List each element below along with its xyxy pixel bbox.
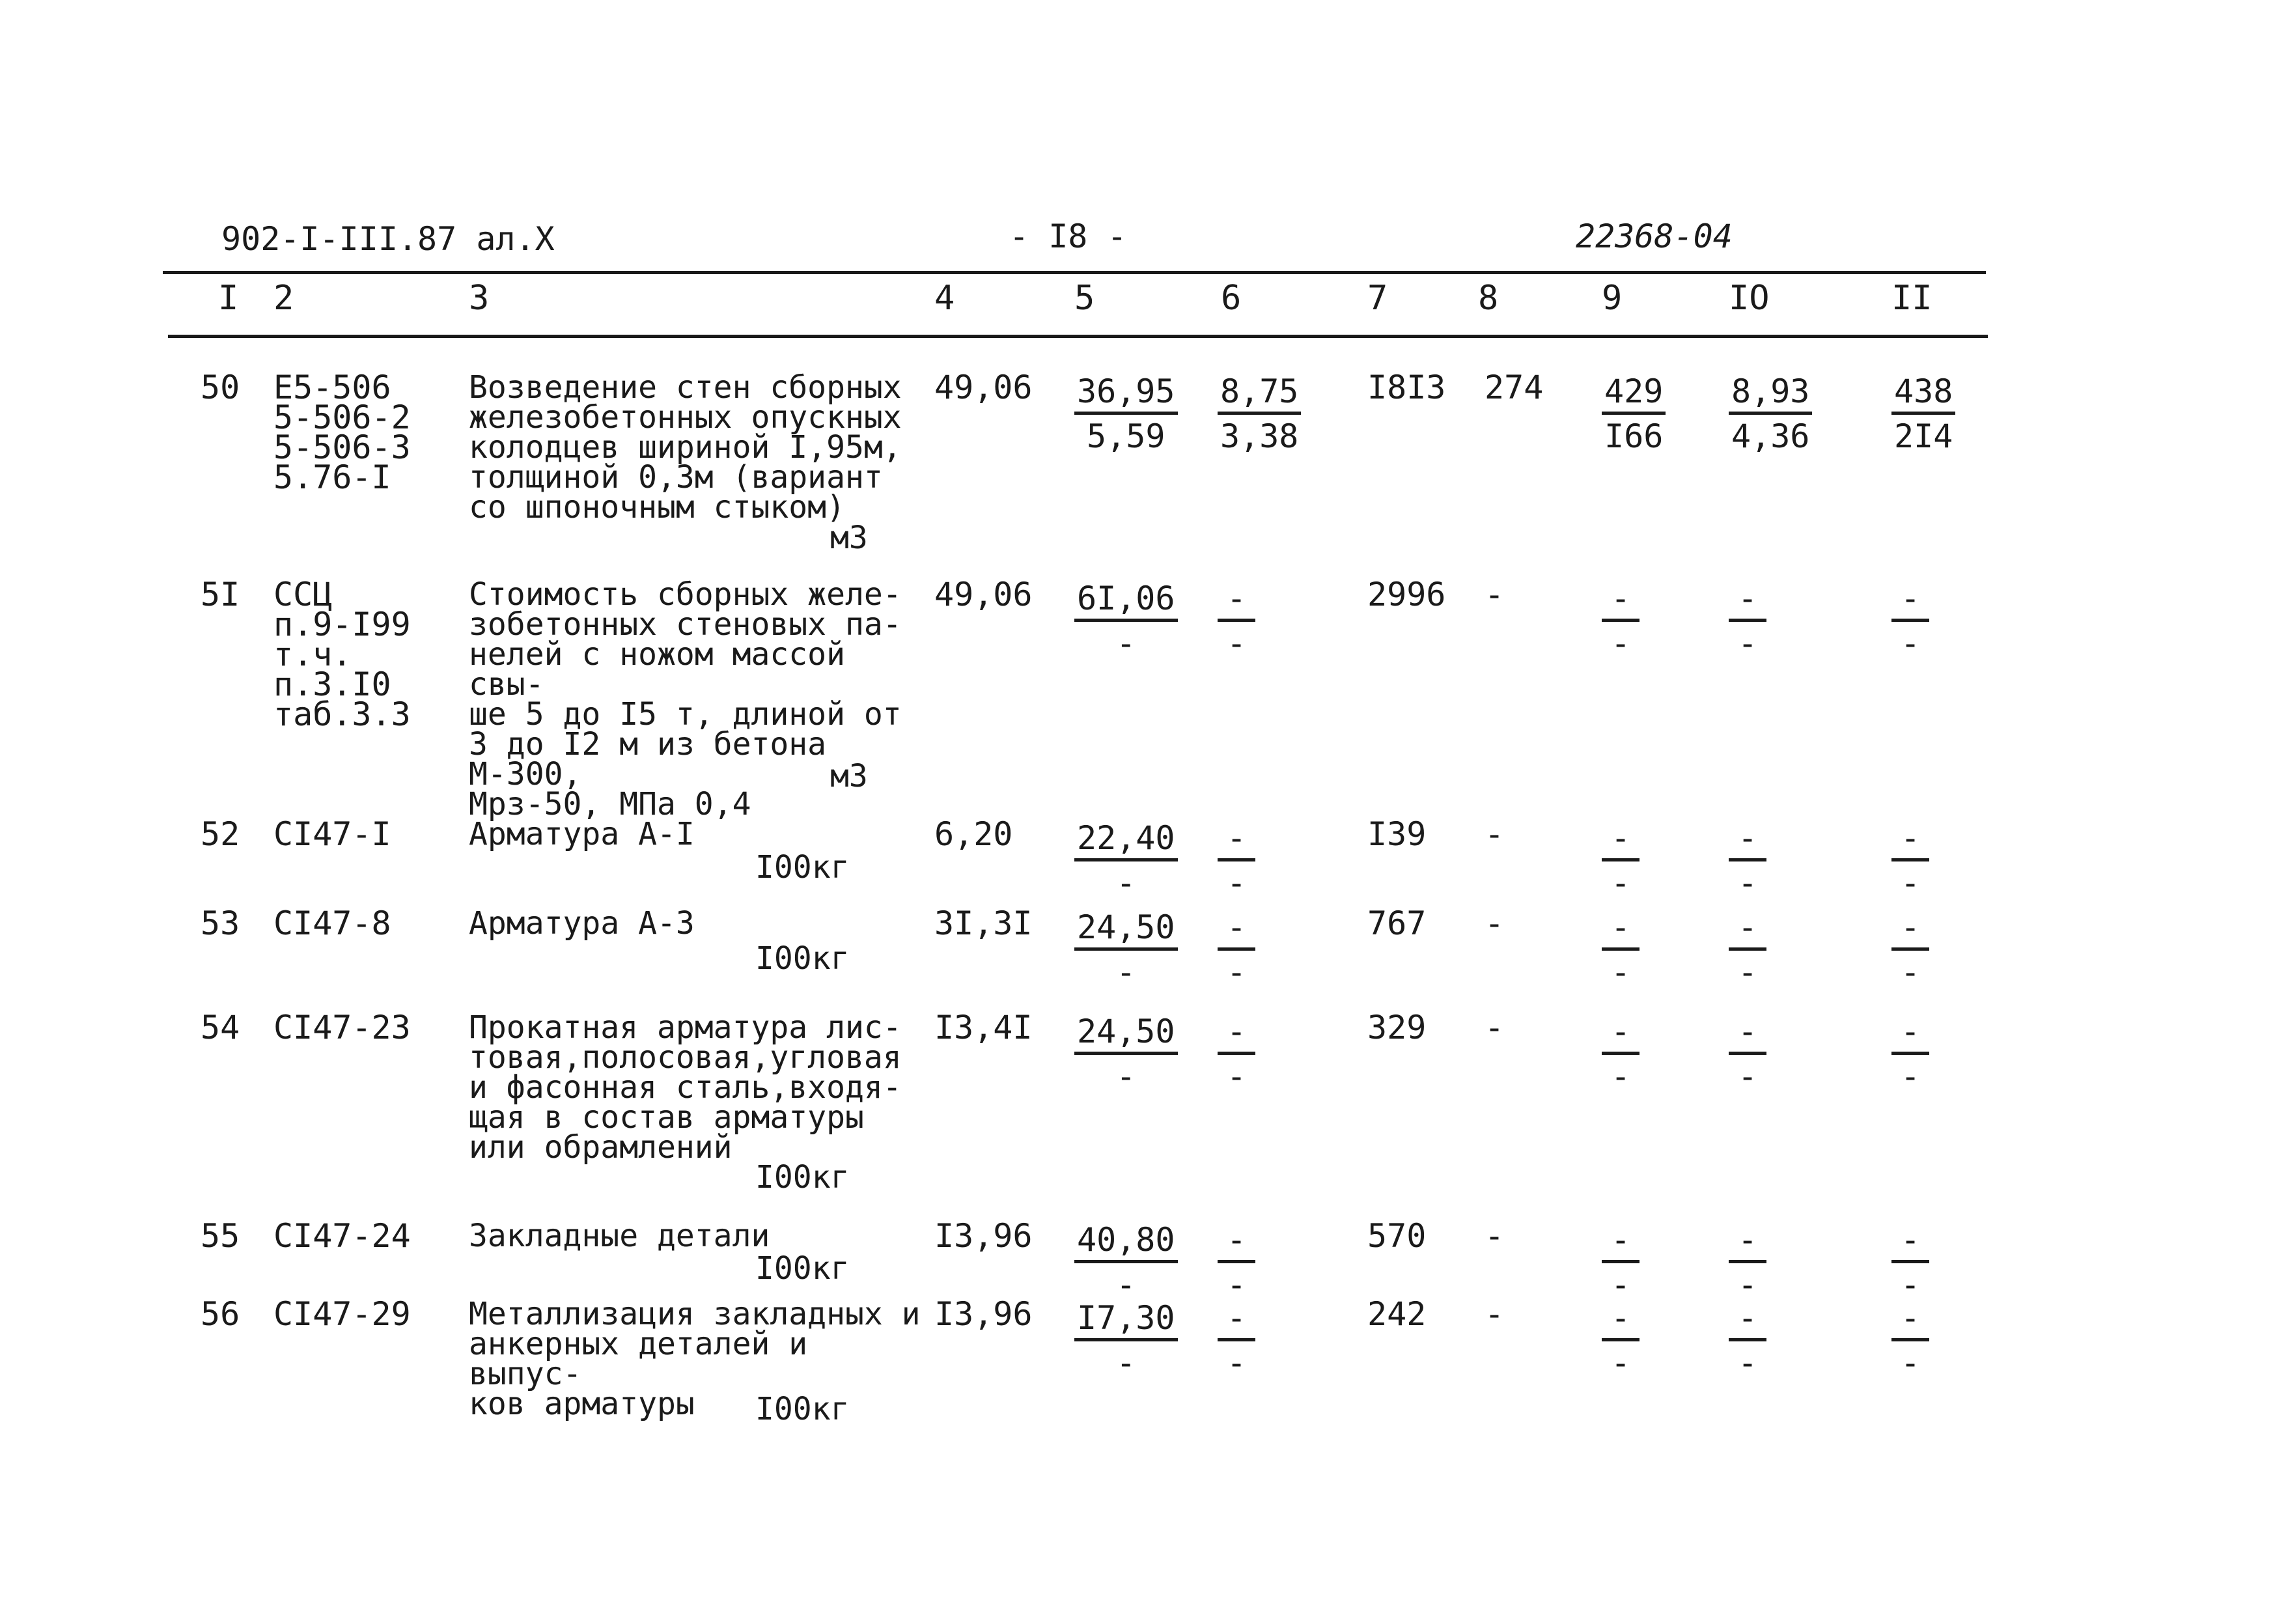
col11-value-denominator: - [1900,1266,1921,1304]
col11-value-numerator: - [1891,582,1929,622]
row-code [273,1217,411,1255]
col8-total: - [1485,576,1505,613]
row-code [273,1009,411,1046]
col10-value-numerator: - [1729,1302,1766,1341]
col5-unit-cost [1074,372,1178,453]
col11-value [1891,580,1929,660]
col10-value-numerator: - [1729,582,1766,622]
col9-value [1602,372,1666,453]
col11-value-denominator: 2I4 [1894,417,1953,455]
col9-value-numerator: - [1602,1015,1639,1055]
description-line: Металлизация закладных и [469,1296,921,1332]
col7-total: 242 [1367,1295,1427,1333]
col7-total: 329 [1367,1009,1427,1046]
row-code [273,1295,411,1333]
code-line: CI47-8 [273,904,391,942]
code-line: CI47-I [273,815,391,853]
col9-value-denominator: - [1610,1344,1631,1382]
col5-unit-cost-numerator: 6I,06 [1074,582,1178,622]
col5-unit-cost-denominator: - [1116,624,1136,662]
col4-quantity: 49,06 [934,576,1033,613]
col6-unit-cost-numerator: - [1218,911,1255,951]
row-number: 50 [201,369,240,406]
row-description [469,816,938,852]
col6-unit-cost-numerator: 8,75 [1218,375,1301,415]
row-number: 5I [201,576,240,613]
row-code [273,815,391,853]
code-line: Е5-506 [273,369,391,406]
col11-value-numerator: 438 [1891,375,1955,415]
code-line: CI47-29 [273,1295,411,1333]
col9-value-numerator: - [1602,911,1639,951]
col11-value-denominator: - [1900,1344,1921,1382]
col10-value [1729,580,1766,660]
row-number: 56 [201,1295,240,1333]
col5-unit-cost-denominator: 5,59 [1087,417,1165,455]
code-line: ССЦ [273,576,333,613]
row-number: 53 [201,904,240,942]
col10-value-denominator: - [1737,864,1758,902]
description-line: Закладные детали [469,1218,770,1254]
description-line: нелей с ножом массой свы- [469,636,845,703]
col10-value-denominator: - [1737,1057,1758,1095]
col10-value-numerator: 8,93 [1729,375,1812,415]
code-line: 5-506-3 [273,428,411,466]
col7-total: 570 [1367,1217,1427,1255]
col8-total: - [1485,815,1505,853]
col10-value-denominator: - [1737,624,1758,662]
col9-value-denominator: - [1610,953,1631,991]
col6-unit-cost-numerator: - [1218,822,1255,861]
col9-value-denominator: - [1610,1057,1631,1095]
col6-unit-cost-numerator: - [1218,582,1255,622]
col9-value-denominator: - [1610,1266,1631,1304]
col6-unit-cost [1218,580,1255,660]
col5-unit-cost-denominator: - [1116,1344,1136,1382]
col10-value [1729,1221,1766,1304]
col7-total: I39 [1367,815,1427,853]
col6-unit-cost-denominator: - [1226,864,1247,902]
column-header-7: 7 [1367,279,1388,318]
row-code [273,576,411,733]
col5-unit-cost [1074,819,1178,902]
col6-unit-cost [1218,372,1301,453]
col5-unit-cost [1074,1299,1178,1382]
row-number: 54 [201,1009,240,1046]
col10-value-denominator: - [1737,1266,1758,1304]
description-line: 3 до I2 м из бетона М-300, [469,726,827,792]
col9-value [1602,1299,1639,1382]
description-line: со шпоночным стыком) [469,489,845,525]
row-unit: I00кг [755,940,850,977]
col6-unit-cost-numerator: - [1218,1015,1255,1055]
row-unit: I00кг [755,1391,850,1427]
col8-total: - [1485,1217,1505,1255]
col10-value-numerator: - [1729,1015,1766,1055]
col8-total: - [1485,1295,1505,1333]
col4-quantity: 6,20 [934,815,1013,853]
col6-unit-cost-denominator: - [1226,624,1247,662]
row-unit: м3 [830,758,868,794]
col6-unit-cost-denominator: - [1226,953,1247,991]
col10-value [1729,372,1812,453]
code-line: п.9-I99 [273,606,411,643]
col5-unit-cost-numerator: 24,50 [1074,1015,1178,1055]
row-unit: I00кг [755,849,850,886]
description-line: щая в состав арматуры [469,1099,864,1136]
row-number: 52 [201,815,240,853]
col5-unit-cost [1074,1221,1178,1304]
col5-unit-cost-denominator: - [1116,1266,1136,1304]
col6-unit-cost-numerator: - [1218,1224,1255,1263]
col11-value [1891,908,1929,991]
col6-unit-cost [1218,1221,1255,1304]
col9-value [1602,1221,1639,1304]
description-line: колодцев шириной I,95м, [469,429,902,466]
description-line: или обрамлений [469,1129,732,1166]
document-code: 902-I-III.87 ал.X [221,220,555,258]
col4-quantity: I3,96 [934,1217,1033,1255]
col9-value-numerator: - [1602,1302,1639,1341]
col6-unit-cost-numerator: - [1218,1302,1255,1341]
header-top-rule [163,271,1986,274]
row-unit: I00кг [755,1250,850,1287]
col11-value [1891,1013,1929,1093]
row-unit: м3 [830,520,868,556]
col5-unit-cost-denominator: - [1116,1057,1136,1095]
row-code [273,369,411,496]
col7-total: I8I3 [1367,369,1446,406]
code-line: п.3.I0 [273,665,391,703]
col8-total: - [1485,904,1505,942]
col9-value [1602,580,1639,660]
col9-value-numerator: - [1602,822,1639,861]
col11-value [1891,1299,1929,1382]
col9-value-denominator: - [1610,864,1631,902]
col5-unit-cost-numerator: 36,95 [1074,375,1178,415]
col9-value [1602,819,1639,902]
code-line: CI47-23 [273,1009,411,1046]
col6-unit-cost-denominator: - [1226,1266,1247,1304]
col5-unit-cost [1074,1013,1178,1093]
col7-total: 2996 [1367,576,1446,613]
row-code [273,904,391,942]
col5-unit-cost-denominator: - [1116,864,1136,902]
col11-value-denominator: - [1900,864,1921,902]
description-line: и фасонная сталь,входя- [469,1069,902,1106]
col5-unit-cost-numerator: 24,50 [1074,911,1178,951]
description-line: Прокатная арматура лис- [469,1009,902,1046]
description-line: Мрз-50, МПа 0,4 [469,786,751,822]
col11-value-numerator: - [1891,1015,1929,1055]
col6-unit-cost [1218,908,1255,991]
col10-value [1729,819,1766,902]
description-line: ше 5 до I5 т, длиной от [469,696,902,733]
column-header-4: 4 [934,279,955,318]
column-header-11: II [1891,279,1932,318]
header-bottom-rule [168,335,1988,338]
col10-value-denominator: 4,36 [1731,417,1810,455]
code-line: т.ч. [273,636,352,673]
column-header-2: 2 [273,279,294,318]
col9-value-denominator: I66 [1604,417,1664,455]
row-unit: I00кг [755,1159,850,1196]
col9-value-denominator: - [1610,624,1631,662]
col5-unit-cost-numerator: I7,30 [1074,1302,1178,1341]
col11-value-denominator: - [1900,624,1921,662]
description-line: Возведение стен сборных [469,369,902,406]
col5-unit-cost [1074,908,1178,991]
col11-value [1891,819,1929,902]
col6-unit-cost [1218,819,1255,902]
col6-unit-cost [1218,1013,1255,1093]
col4-quantity: I3,4I [934,1009,1033,1046]
description-line: Арматура А-3 [469,905,695,942]
col10-value [1729,1013,1766,1093]
column-header-8: 8 [1478,279,1499,318]
code-line: 5.76-I [273,458,391,496]
col8-total: 274 [1485,369,1544,406]
col6-unit-cost-denominator: 3,38 [1220,417,1299,455]
col5-unit-cost-denominator: - [1116,953,1136,991]
column-header-9: 9 [1602,279,1623,318]
col6-unit-cost-denominator: - [1226,1344,1247,1382]
col11-value-denominator: - [1900,1057,1921,1095]
row-number: 55 [201,1217,240,1255]
row-description [469,1218,938,1254]
row-description [469,1296,938,1422]
col10-value [1729,1299,1766,1382]
col10-value-denominator: - [1737,1344,1758,1382]
col11-value [1891,1221,1929,1304]
column-header-1: I [218,279,239,318]
description-line: железобетонных опускных [469,399,902,436]
code-line: 5-506-2 [273,399,411,436]
col11-value-numerator: - [1891,1224,1929,1263]
code-line: таб.3.3 [273,695,411,733]
col9-value [1602,1013,1639,1093]
page-number: - I8 - [1009,217,1127,255]
col9-value-numerator: - [1602,1224,1639,1263]
description-line: ков арматуры [469,1386,695,1422]
description-line: анкерных деталей и выпус- [469,1326,808,1392]
col9-value-numerator: - [1602,582,1639,622]
col6-unit-cost [1218,1299,1255,1382]
description-line: Стоимость сборных желе- [469,576,902,613]
row-description [469,369,938,525]
col11-value-numerator: - [1891,1302,1929,1341]
description-line: Арматура А-I [469,816,695,852]
col9-value [1602,908,1639,991]
col11-value-numerator: - [1891,911,1929,951]
col6-unit-cost-denominator: - [1226,1057,1247,1095]
col8-total: - [1485,1009,1505,1046]
col5-unit-cost-numerator: 40,80 [1074,1224,1178,1263]
row-description [469,905,938,942]
col11-value-denominator: - [1900,953,1921,991]
col7-total: 767 [1367,904,1427,942]
col11-value-numerator: - [1891,822,1929,861]
col10-value-numerator: - [1729,1224,1766,1263]
col10-value-denominator: - [1737,953,1758,991]
col10-value-numerator: - [1729,822,1766,861]
col9-value-numerator: 429 [1602,375,1666,415]
description-line: зобетонных стеновых па- [469,606,902,643]
col5-unit-cost [1074,580,1178,660]
col10-value [1729,908,1766,991]
column-header-6: 6 [1221,279,1242,318]
column-header-5: 5 [1074,279,1095,318]
description-line: товая,полосовая,угловая [469,1039,902,1076]
document-stamp: 22368-04 [1576,217,1733,255]
code-line: CI47-24 [273,1217,411,1255]
row-description [469,1009,938,1166]
description-line: толщиной 0,3м (вариант [469,459,883,496]
column-header-10: IO [1729,279,1770,318]
column-header-3: 3 [469,279,490,318]
col4-quantity: 49,06 [934,369,1033,406]
col10-value-numerator: - [1729,911,1766,951]
col4-quantity: I3,96 [934,1295,1033,1333]
col5-unit-cost-numerator: 22,40 [1074,822,1178,861]
col11-value [1891,372,1955,453]
col4-quantity: 3I,3I [934,904,1033,942]
